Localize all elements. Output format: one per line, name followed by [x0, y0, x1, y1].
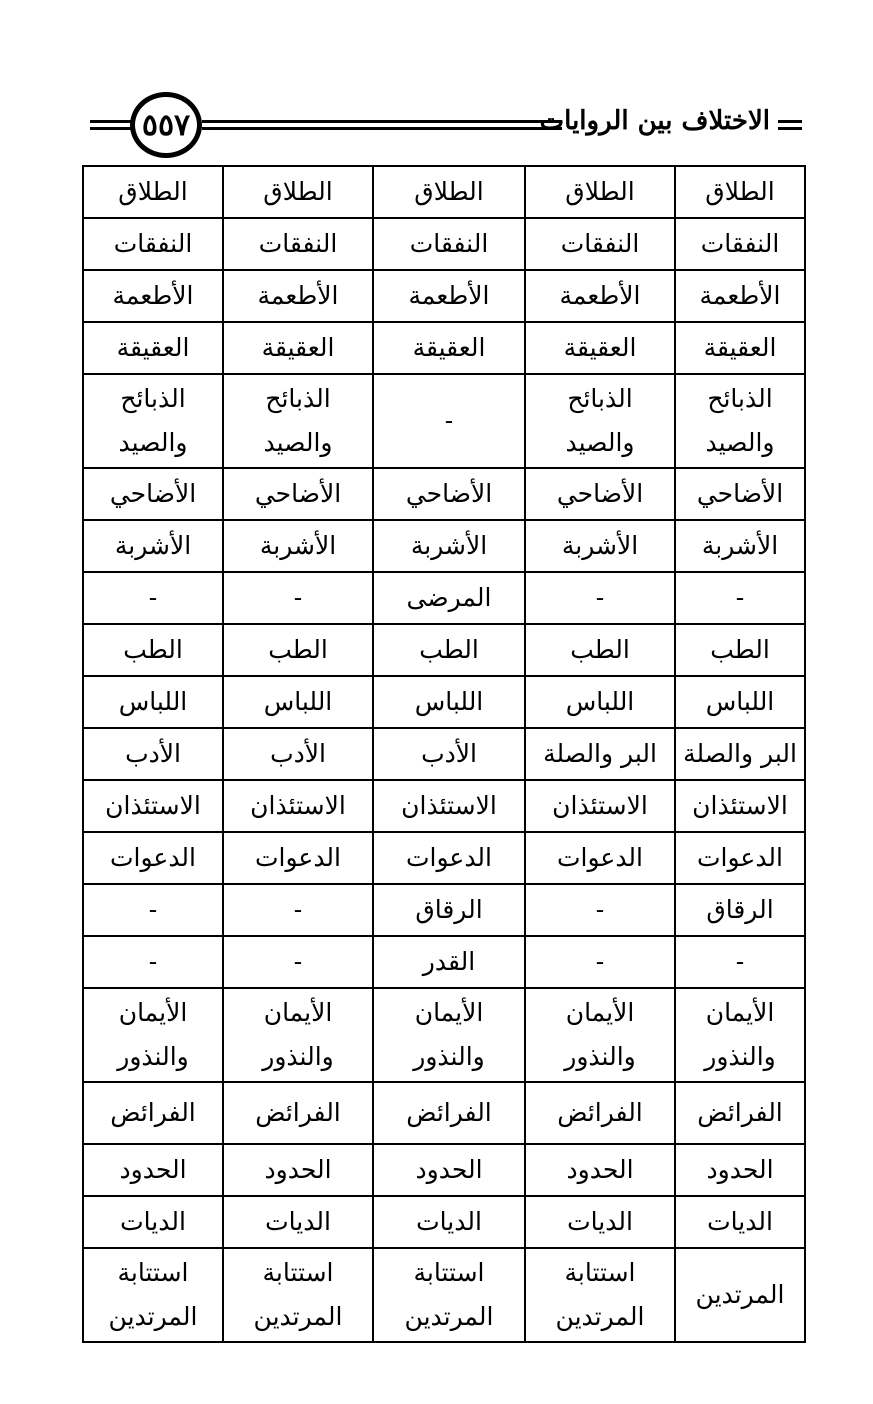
- table-cell: الاستئذان: [675, 780, 805, 832]
- table-cell: الاستئذان: [83, 780, 223, 832]
- table-cell: الاستئذان: [373, 780, 525, 832]
- table-cell: -: [83, 884, 223, 936]
- table-cell: -: [525, 936, 675, 988]
- header-rule-left: [90, 120, 134, 130]
- table-cell: الرقاق: [675, 884, 805, 936]
- header-rule-right: [778, 120, 802, 130]
- table-cell: استتابة المرتدين: [373, 1248, 525, 1342]
- page-header: [90, 92, 802, 162]
- table-cell: -: [223, 572, 373, 624]
- table-row: [83, 936, 805, 988]
- table-cell: الحدود: [373, 1144, 525, 1196]
- table-cell: الحدود: [223, 1144, 373, 1196]
- table-cell: اللباس: [675, 676, 805, 728]
- table-row: [83, 572, 805, 624]
- table-cell: -: [525, 572, 675, 624]
- table-row: [83, 676, 805, 728]
- table-cell: الأطعمة: [675, 270, 805, 322]
- table-cell: العقيقة: [373, 322, 525, 374]
- table-row: [83, 624, 805, 676]
- table-cell: الطب: [373, 624, 525, 676]
- table-cell: الذبائح والصيد: [675, 374, 805, 468]
- table-row: [83, 1196, 805, 1248]
- table-cell: الأضاحي: [525, 468, 675, 520]
- table-cell: الطب: [525, 624, 675, 676]
- table-cell: العقيقة: [83, 322, 223, 374]
- table-cell: الحدود: [675, 1144, 805, 1196]
- table-cell: الأيمان والنذور: [525, 988, 675, 1082]
- table-cell: اللباس: [373, 676, 525, 728]
- table-cell: المرضى: [373, 572, 525, 624]
- table-cell: الفرائض: [223, 1082, 373, 1144]
- table-cell: العقيقة: [223, 322, 373, 374]
- table-row: [83, 218, 805, 270]
- table-cell: الطلاق: [223, 166, 373, 218]
- table-row: [83, 1248, 805, 1342]
- table-cell: الذبائح والصيد: [83, 374, 223, 468]
- table-cell: الديات: [525, 1196, 675, 1248]
- table-row: [83, 832, 805, 884]
- table-cell: الرقاق: [373, 884, 525, 936]
- table-cell: -: [83, 572, 223, 624]
- table-cell: الأضاحي: [83, 468, 223, 520]
- table-cell: -: [675, 936, 805, 988]
- table-cell: الذبائح والصيد: [525, 374, 675, 468]
- table-cell: الأشربة: [83, 520, 223, 572]
- table-cell: استتابة المرتدين: [525, 1248, 675, 1342]
- table-cell: العقيقة: [675, 322, 805, 374]
- table-cell: الأشربة: [525, 520, 675, 572]
- table-cell: النفقات: [83, 218, 223, 270]
- table-cell: الحدود: [83, 1144, 223, 1196]
- table-cell: استتابة المرتدين: [83, 1248, 223, 1342]
- table-cell: الأيمان والنذور: [83, 988, 223, 1082]
- table-cell: الفرائض: [373, 1082, 525, 1144]
- table-cell: الأيمان والنذور: [373, 988, 525, 1082]
- table-row: [83, 780, 805, 832]
- table-cell: الأشربة: [373, 520, 525, 572]
- table-row: [83, 374, 805, 468]
- header-rule-middle: [202, 120, 562, 130]
- table-row: [83, 270, 805, 322]
- table-cell: البر والصلة: [675, 728, 805, 780]
- table-cell: الدعوات: [83, 832, 223, 884]
- table-cell: النفقات: [373, 218, 525, 270]
- table-cell: العقيقة: [525, 322, 675, 374]
- table-row: [83, 1082, 805, 1144]
- table-row: [83, 988, 805, 1082]
- table-cell: الأضاحي: [675, 468, 805, 520]
- table-cell: الأطعمة: [373, 270, 525, 322]
- table-cell: الأضاحي: [373, 468, 525, 520]
- table-cell: النفقات: [525, 218, 675, 270]
- table-cell: الدعوات: [373, 832, 525, 884]
- table-cell: الدعوات: [223, 832, 373, 884]
- table-cell: الديات: [373, 1196, 525, 1248]
- table-cell: الاستئذان: [223, 780, 373, 832]
- table-cell: الأدب: [223, 728, 373, 780]
- table-cell: الحدود: [525, 1144, 675, 1196]
- table-cell: الأطعمة: [83, 270, 223, 322]
- table-cell: الطلاق: [373, 166, 525, 218]
- table-cell: الدعوات: [675, 832, 805, 884]
- table-cell: الفرائض: [83, 1082, 223, 1144]
- table-row: [83, 468, 805, 520]
- table-cell: الدعوات: [525, 832, 675, 884]
- table-cell: -: [675, 572, 805, 624]
- table-cell: -: [373, 374, 525, 468]
- table-cell: الأطعمة: [223, 270, 373, 322]
- table-cell: الطب: [83, 624, 223, 676]
- table-cell: الفرائض: [525, 1082, 675, 1144]
- table-cell: المرتدين: [675, 1248, 805, 1342]
- table-cell: -: [525, 884, 675, 936]
- table-cell: الأدب: [373, 728, 525, 780]
- table-cell: -: [223, 936, 373, 988]
- comparison-table: [82, 165, 806, 1343]
- table-cell: الطلاق: [675, 166, 805, 218]
- table-cell: النفقات: [223, 218, 373, 270]
- table-cell: الطب: [675, 624, 805, 676]
- table-cell: الاستئذان: [525, 780, 675, 832]
- table-cell: اللباس: [525, 676, 675, 728]
- table-cell: -: [223, 884, 373, 936]
- table-row: [83, 1144, 805, 1196]
- table-cell: استتابة المرتدين: [223, 1248, 373, 1342]
- table-body: [83, 166, 805, 1342]
- table-cell: النفقات: [675, 218, 805, 270]
- table-cell: الطلاق: [83, 166, 223, 218]
- table-cell: الطب: [223, 624, 373, 676]
- table-cell: الطلاق: [525, 166, 675, 218]
- table-cell: الأيمان والنذور: [223, 988, 373, 1082]
- table-cell: الديات: [223, 1196, 373, 1248]
- table-cell: البر والصلة: [525, 728, 675, 780]
- table-row: [83, 884, 805, 936]
- table-row: [83, 166, 805, 218]
- table-cell: الأطعمة: [525, 270, 675, 322]
- table-cell: الأيمان والنذور: [675, 988, 805, 1082]
- table-cell: القدر: [373, 936, 525, 988]
- table-row: [83, 520, 805, 572]
- table-cell: الديات: [675, 1196, 805, 1248]
- page-number: ٥٥٧: [130, 92, 202, 158]
- table-cell: الأشربة: [223, 520, 373, 572]
- table-cell: الأدب: [83, 728, 223, 780]
- table-cell: الديات: [83, 1196, 223, 1248]
- table-cell: اللباس: [223, 676, 373, 728]
- running-title: الاختلاف بين الروايات: [539, 106, 770, 136]
- table-cell: الأضاحي: [223, 468, 373, 520]
- table-cell: الذبائح والصيد: [223, 374, 373, 468]
- table-cell: اللباس: [83, 676, 223, 728]
- table-cell: الفرائض: [675, 1082, 805, 1144]
- table-row: [83, 322, 805, 374]
- table-cell: -: [83, 936, 223, 988]
- table-row: [83, 728, 805, 780]
- table-cell: الأشربة: [675, 520, 805, 572]
